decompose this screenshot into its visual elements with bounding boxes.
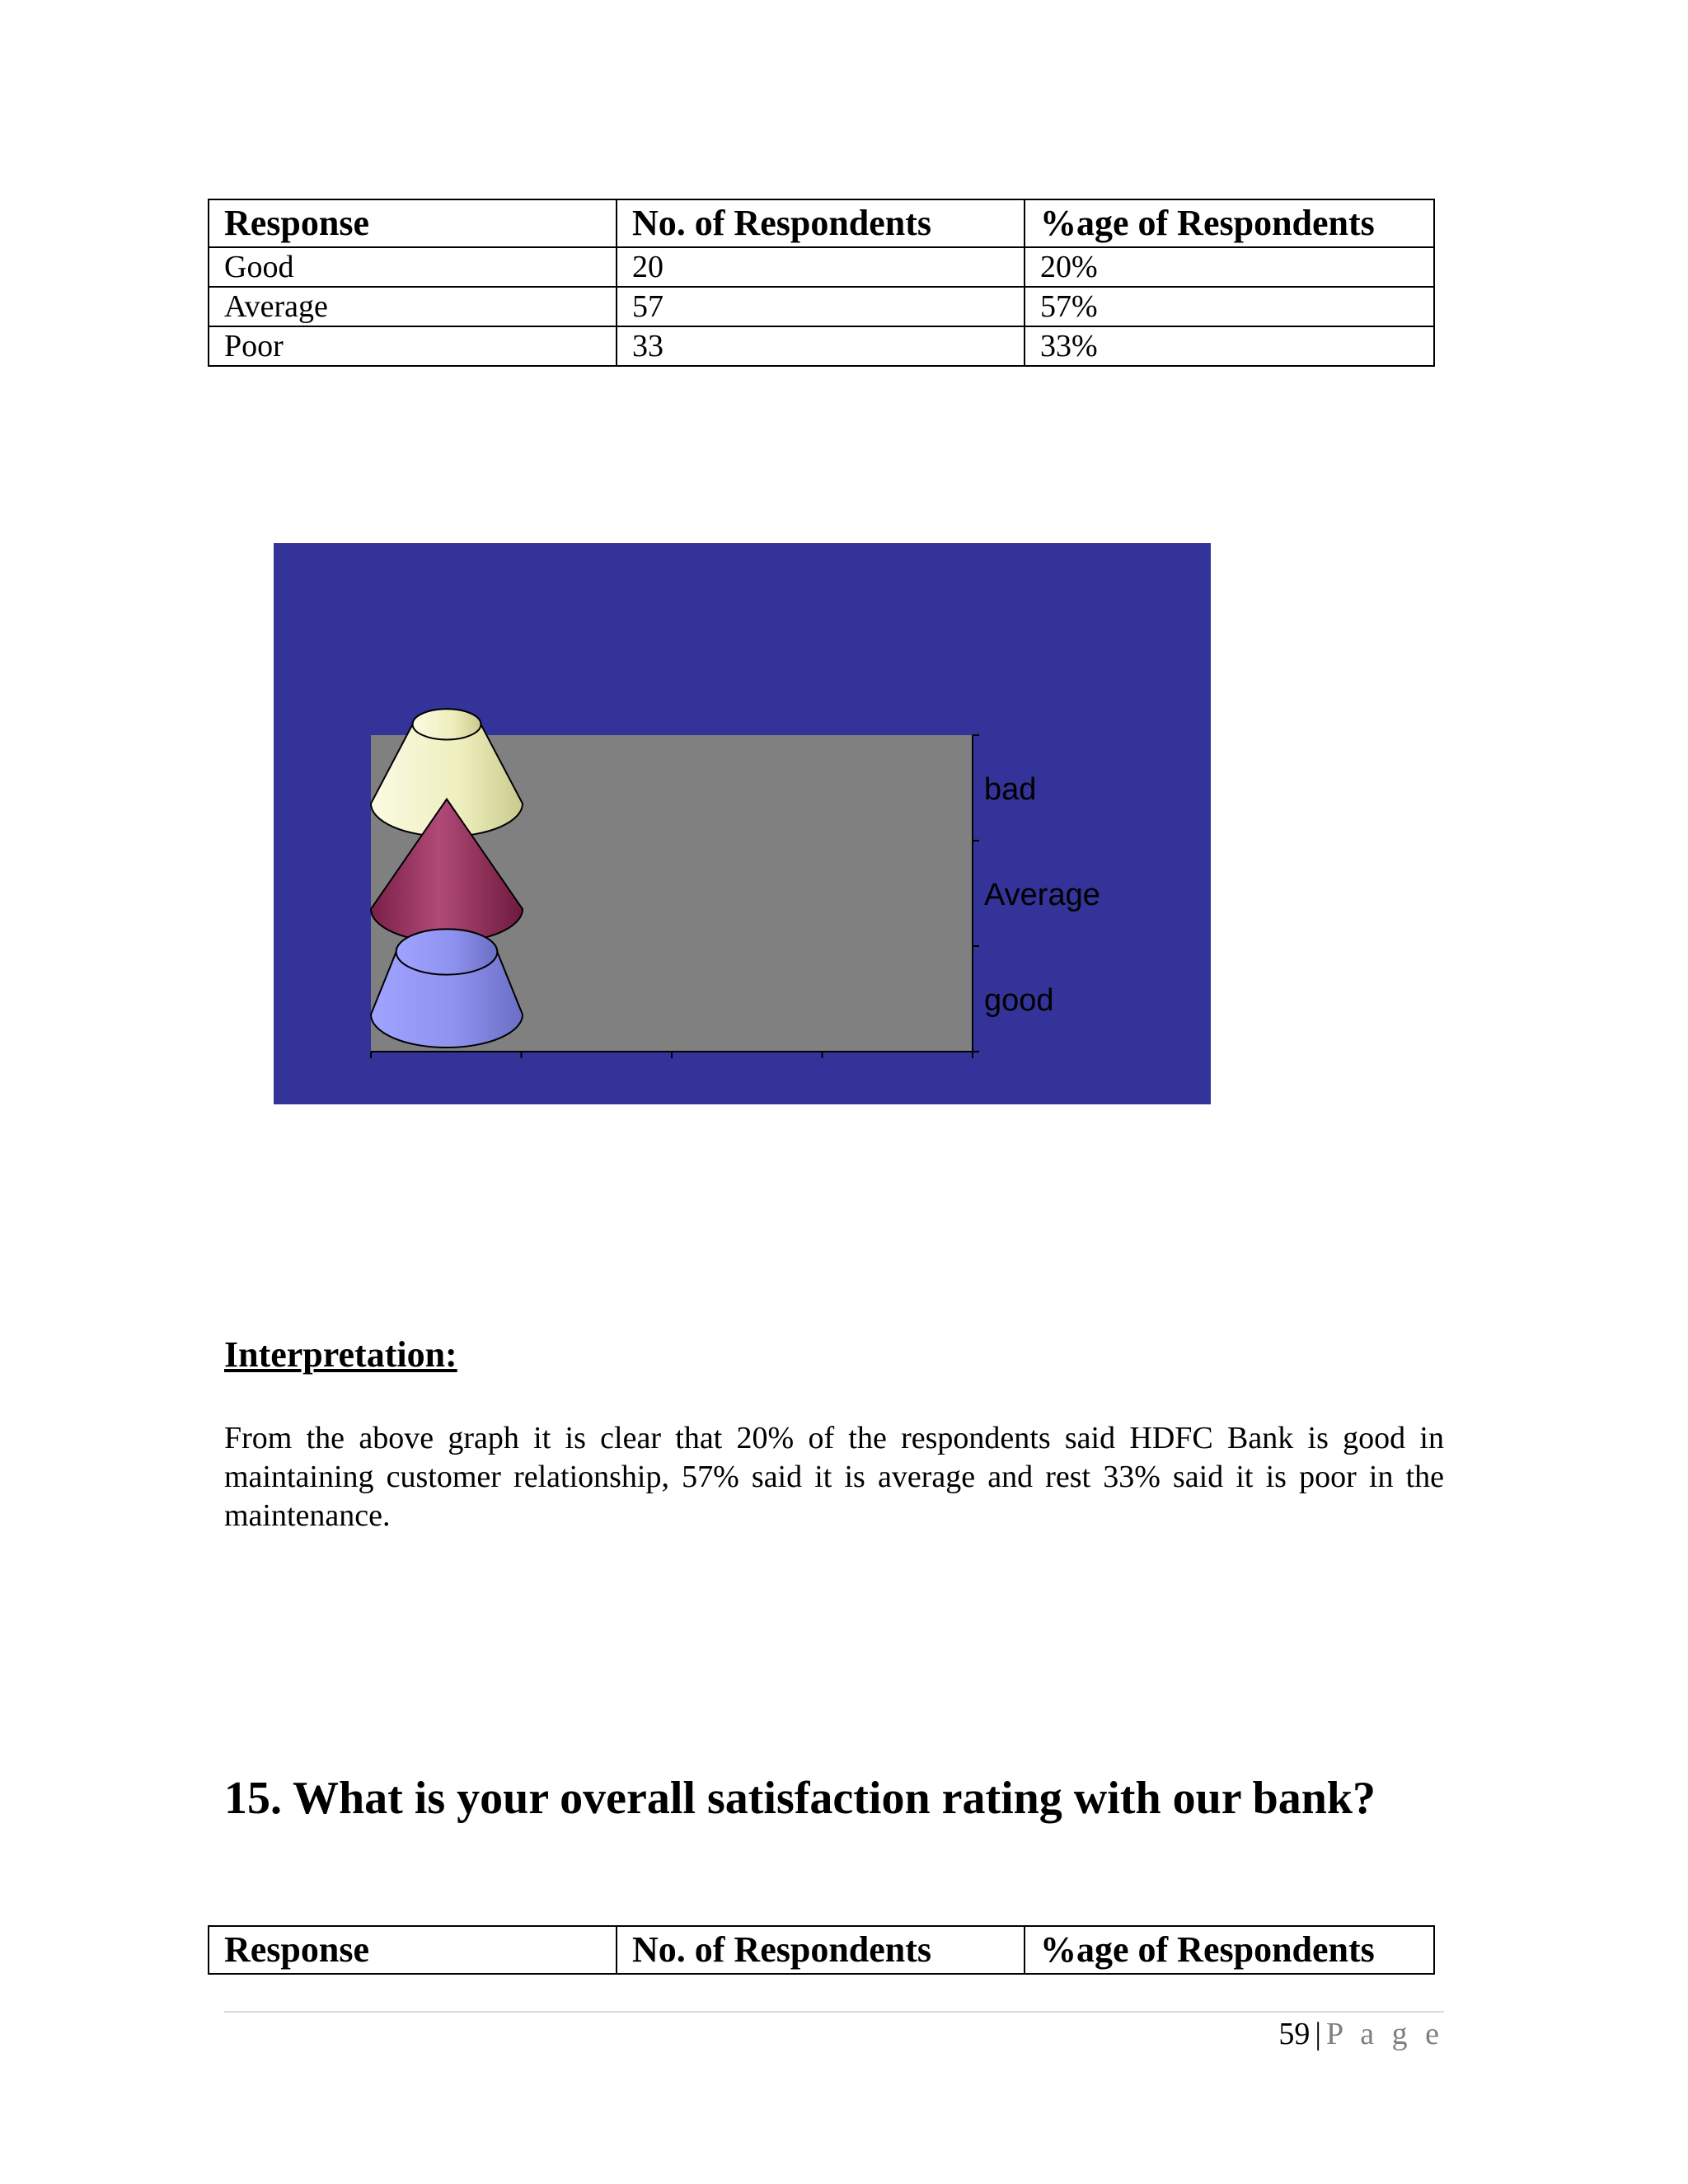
header-response: Response xyxy=(209,1926,617,1974)
header-respondents-count: No. of Respondents xyxy=(617,199,1025,247)
footer-divider xyxy=(224,2011,1444,2013)
table-row xyxy=(209,247,1434,287)
category-label: good xyxy=(984,983,1054,1018)
cell-response: Poor xyxy=(209,326,617,366)
page-number: 59 xyxy=(1278,2017,1311,2051)
page-footer xyxy=(1278,2016,1444,2052)
cone-top xyxy=(413,709,481,739)
cell-count: 20 xyxy=(617,247,1025,287)
cell-percent: 57% xyxy=(1025,287,1434,326)
page-label: P a g e xyxy=(1326,2017,1444,2051)
satisfaction-table xyxy=(208,1925,1435,1975)
header-respondents-count: No. of Respondents xyxy=(617,1926,1025,1974)
footer-separator: | xyxy=(1315,2017,1322,2051)
interpretation-heading: Interpretation: xyxy=(224,1334,457,1375)
cone-series xyxy=(371,709,523,1047)
category-label: bad xyxy=(984,772,1037,807)
category-label: Average xyxy=(984,878,1100,912)
interpretation-text: From the above graph it is clear that 20% of the respondents said HDFC Bank is good in maintaining customer relationship, 57% said it is average and rest 33% said it is poor in the maintenance. xyxy=(224,1421,1444,1533)
table-header-row xyxy=(209,199,1434,247)
table-header-row xyxy=(209,1926,1434,1974)
cell-response: Average xyxy=(209,287,617,326)
table-row xyxy=(209,287,1434,326)
cell-count: 33 xyxy=(617,326,1025,366)
header-respondents-percent: %age of Respondents xyxy=(1025,1926,1434,1974)
cone-top xyxy=(396,929,498,974)
header-respondents-percent: %age of Respondents xyxy=(1025,199,1434,247)
cell-response: Good xyxy=(209,247,617,287)
cell-count: 57 xyxy=(617,287,1025,326)
header-response: Response xyxy=(209,199,617,247)
cell-percent: 20% xyxy=(1025,247,1434,287)
table-row xyxy=(209,326,1434,366)
question-heading: 15. What is your overall satisfaction rating with our bank? xyxy=(224,1773,1376,1824)
cell-percent: 33% xyxy=(1025,326,1434,366)
responses-table xyxy=(208,199,1435,367)
cone-bar-chart xyxy=(274,543,1211,1104)
